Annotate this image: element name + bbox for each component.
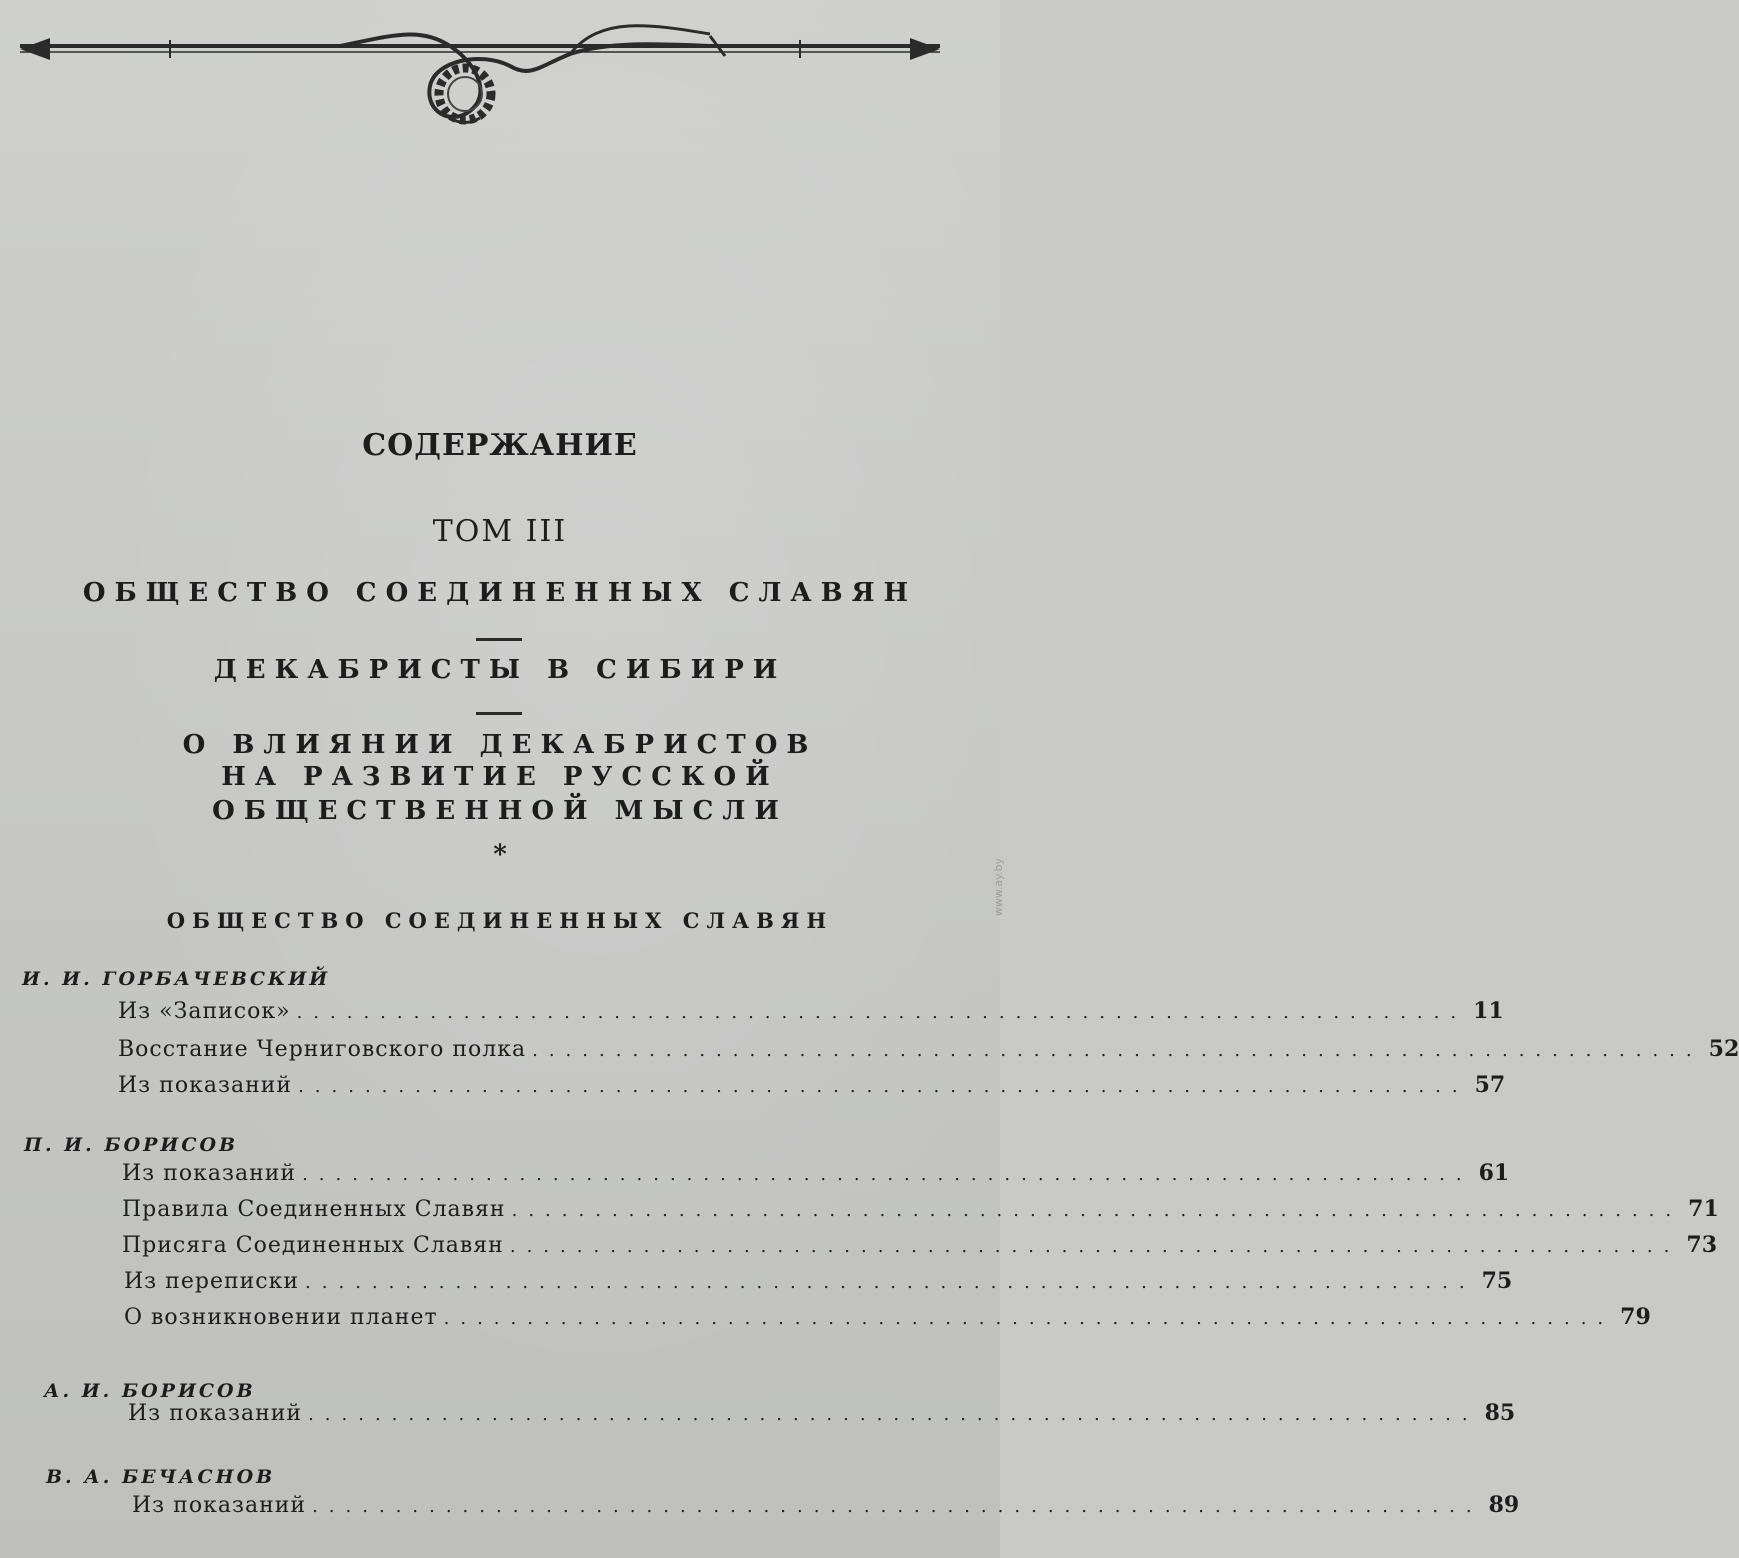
toc-entry[interactable] <box>124 1304 1651 1336</box>
divider-dash <box>476 712 522 715</box>
entry-title: Присяга Соединенных Славян <box>122 1233 504 1258</box>
toc-entry[interactable] <box>124 1268 1513 1300</box>
toc-entry[interactable] <box>122 1232 1718 1264</box>
part-title-3-line-2: НА РАЗВИТИЕ РУССКОЙ <box>221 762 779 792</box>
toc-entry[interactable] <box>118 1036 1739 1068</box>
entry-title: Правила Соединенных Славян <box>122 1197 506 1222</box>
entry-title: Из переписки <box>124 1269 300 1294</box>
entry-page: 57 <box>1474 1072 1506 1098</box>
entry-title: О возникновении планет <box>124 1305 438 1330</box>
leader-dots: ...................................................................... <box>532 1040 1703 1061</box>
toc-entry[interactable] <box>122 1196 1719 1228</box>
entry-page: 85 <box>1484 1400 1516 1426</box>
watermark: www.ay.by <box>992 858 1005 917</box>
author-name: А. И. БОРИСОВ <box>44 1380 256 1402</box>
leader-dots: ...................................................................... <box>296 1002 1468 1023</box>
entry-page: 52 <box>1708 1036 1739 1062</box>
leader-dots: ...................................................................... <box>443 1308 1615 1329</box>
leader-dots: ...................................................................... <box>509 1236 1681 1257</box>
section-title: ОБЩЕСТВО СОЕДИНЕННЫХ СЛАВЯН <box>166 908 834 933</box>
asterisk-separator: * <box>493 840 507 870</box>
toc-entry[interactable] <box>118 1072 1506 1104</box>
leader-dots: ...................................................................... <box>298 1076 1469 1097</box>
leader-dots: ...................................................................... <box>308 1404 1479 1425</box>
part-title-3-line-3: ОБЩЕСТВЕННОЙ МЫСЛИ <box>212 796 788 826</box>
entry-title: Из «Записок» <box>118 999 291 1024</box>
part-title-3-line-1: О ВЛИЯНИИ ДЕКАБРИСТОВ <box>182 730 818 760</box>
author-name: П. И. БОРИСОВ <box>24 1134 239 1156</box>
entry-title: Из показаний <box>122 1161 297 1186</box>
entry-page: 75 <box>1481 1268 1513 1294</box>
toc-entry[interactable] <box>122 1160 1510 1192</box>
volume-title: ТОМ III <box>432 514 568 549</box>
author-name: И. И. ГОРБАЧЕВСКИЙ <box>22 968 331 990</box>
toc-title: СОДЕРЖАНИЕ <box>362 428 638 463</box>
leader-dots: ...................................................................... <box>312 1496 1483 1517</box>
author-name: В. А. БЕЧАСНОВ <box>46 1466 276 1488</box>
entry-page: 79 <box>1620 1304 1651 1330</box>
entry-page: 11 <box>1473 998 1504 1024</box>
toc-entry[interactable] <box>132 1492 1520 1524</box>
part-title-1: ОБЩЕСТВО СОЕДИНЕННЫХ СЛАВЯН <box>82 578 918 608</box>
entry-page: 71 <box>1688 1196 1719 1222</box>
entry-page: 73 <box>1686 1232 1718 1258</box>
entry-title: Из показаний <box>118 1073 293 1098</box>
part-title-2: ДЕКАБРИСТЫ В СИБИРИ <box>213 655 787 685</box>
entry-title: Восстание Черниговского полка <box>118 1037 527 1062</box>
divider-dash <box>476 638 522 641</box>
entry-title: Из показаний <box>132 1493 307 1518</box>
leader-dots: ...................................................................... <box>511 1200 1683 1221</box>
leader-dots: ...................................................................... <box>305 1272 1476 1293</box>
entry-page: 89 <box>1488 1492 1520 1518</box>
leader-dots: ...................................................................... <box>302 1164 1473 1185</box>
wreath-ornament-icon <box>10 6 950 136</box>
toc-entry[interactable] <box>128 1400 1516 1432</box>
entry-page: 61 <box>1478 1160 1510 1186</box>
toc-entry[interactable] <box>118 998 1504 1030</box>
entry-title: Из показаний <box>128 1401 303 1426</box>
